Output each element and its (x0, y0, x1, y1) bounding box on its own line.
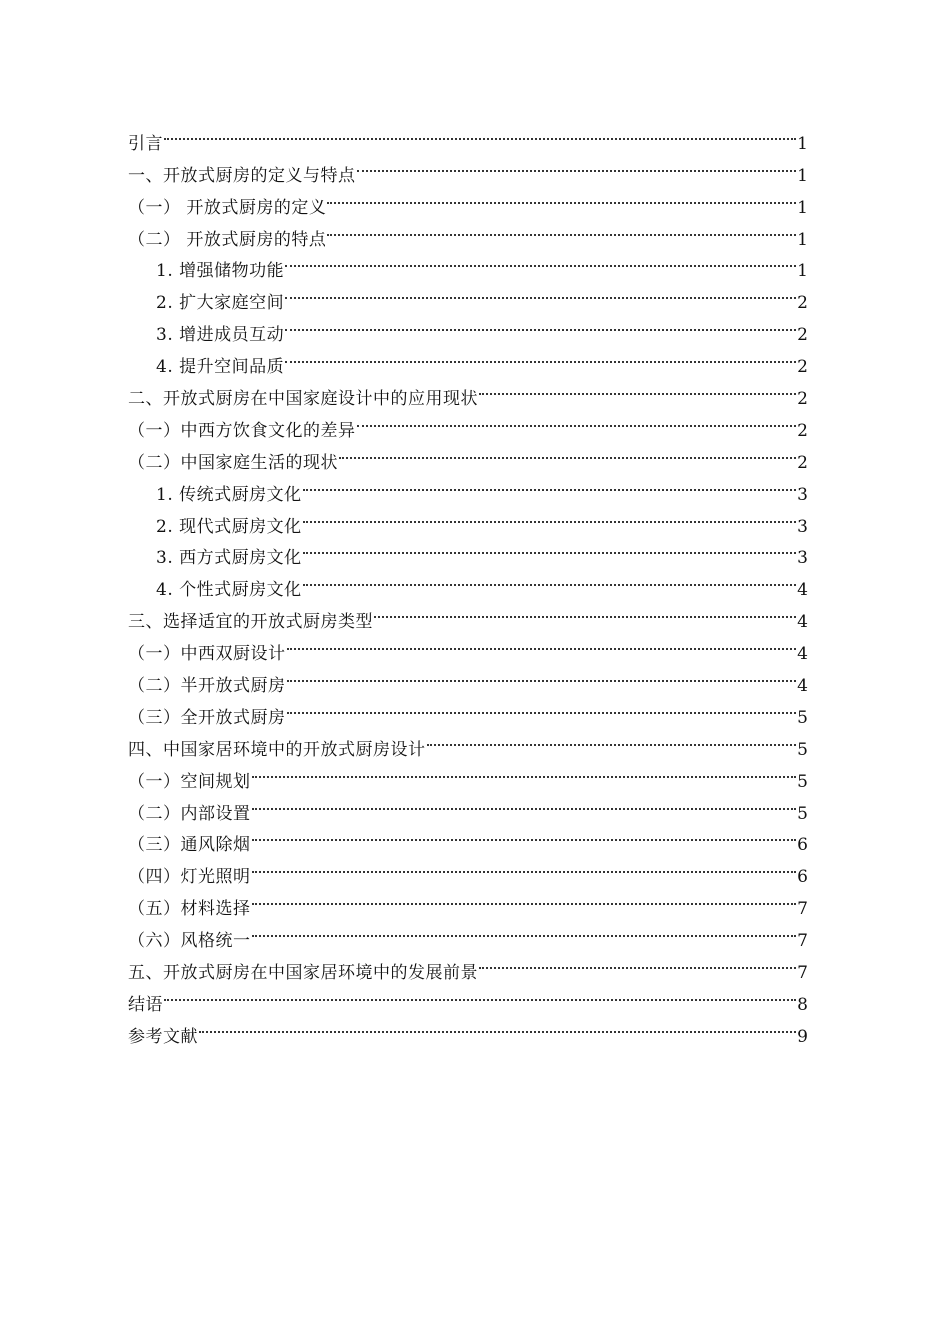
toc-entry-page: 1 (797, 165, 808, 186)
toc-dot-leader (339, 436, 796, 468)
toc-entry-title: 三、选择适宜的开放式厨房类型 (128, 612, 373, 633)
toc-entry-title: 4. 提升空间品质 (156, 357, 285, 378)
toc-entry-page: 2 (797, 357, 808, 378)
toc-dot-leader (252, 914, 797, 946)
toc-entry-title: （三）全开放式厨房 (128, 707, 286, 728)
toc-dot-leader (252, 850, 797, 882)
toc-entry-title: 2. 扩大家庭空间 (156, 293, 285, 314)
toc-entry-page: 3 (797, 484, 808, 505)
toc-dot-leader (357, 404, 797, 436)
toc-entry-title: 2. 现代式厨房文化 (156, 516, 302, 537)
toc-dot-leader (285, 340, 796, 372)
toc-entry-page: 3 (797, 516, 808, 537)
toc-entry-title: （二）内部设置 (128, 803, 251, 824)
toc-entry (128, 117, 808, 154)
table-of-contents (128, 117, 808, 1047)
toc-entry-page: 1 (797, 261, 808, 282)
toc-entry-title: 二、开放式厨房在中国家庭设计中的应用现状 (128, 389, 478, 410)
toc-entry-title: 引言 (128, 133, 163, 154)
toc-dot-leader (252, 755, 797, 787)
toc-entry-title: 四、中国家居环境中的开放式厨房设计 (128, 739, 426, 760)
toc-entry-page: 6 (797, 835, 808, 856)
toc-entry-page: 4 (797, 612, 808, 633)
toc-dot-leader (303, 563, 797, 595)
toc-entry-page: 3 (797, 548, 808, 569)
toc-entry-page: 7 (797, 931, 808, 952)
toc-entry-title: （四）灯光照明 (128, 867, 251, 888)
toc-entry-page: 1 (797, 133, 808, 154)
toc-entry-title: 结语 (128, 994, 163, 1015)
toc-entry-title: （二） 开放式厨房的特点 (128, 229, 327, 250)
toc-dot-leader (287, 691, 797, 723)
toc-entry-title: （一）中西双厨设计 (128, 644, 286, 665)
toc-entry-title: 4. 个性式厨房文化 (156, 580, 302, 601)
toc-dot-leader (199, 1010, 796, 1042)
toc-entry-title: 3. 增进成员互动 (156, 325, 285, 346)
toc-entry-page: 2 (797, 452, 808, 473)
toc-dot-leader (285, 276, 796, 308)
toc-dot-leader (285, 308, 796, 340)
toc-dot-leader (303, 532, 797, 564)
toc-entry-page: 4 (797, 676, 808, 697)
toc-dot-leader (303, 468, 797, 500)
toc-entry-page: 8 (797, 994, 808, 1015)
toc-entry-title: 参考文献 (128, 1026, 198, 1047)
toc-entry-page: 7 (797, 963, 808, 984)
toc-entry-title: 一、开放式厨房的定义与特点 (128, 165, 356, 186)
toc-dot-leader (285, 245, 796, 277)
toc-dot-leader (479, 372, 796, 404)
toc-entry-page: 2 (797, 420, 808, 441)
toc-entry-page: 5 (797, 739, 808, 760)
toc-entry-title: （三）通风除烟 (128, 835, 251, 856)
toc-entry-page: 2 (797, 389, 808, 410)
toc-dot-leader (287, 659, 797, 691)
toc-entry-title: 1. 增强储物功能 (156, 261, 285, 282)
toc-entry-title: （二）半开放式厨房 (128, 676, 286, 697)
toc-entry-title: 1. 传统式厨房文化 (156, 484, 302, 505)
toc-entry-title: （一）空间规划 (128, 771, 251, 792)
toc-dot-leader (327, 181, 796, 213)
toc-dot-leader (357, 149, 797, 181)
toc-entry-title: 3. 西方式厨房文化 (156, 548, 302, 569)
toc-entry-title: （五）材料选择 (128, 899, 251, 920)
toc-dot-leader (164, 117, 796, 149)
toc-entry-title: 五、开放式厨房在中国家居环境中的发展前景 (128, 963, 478, 984)
toc-entry (128, 1010, 808, 1047)
toc-entry-page: 2 (797, 325, 808, 346)
toc-dot-leader (303, 500, 797, 532)
toc-dot-leader (252, 882, 797, 914)
toc-entry-page: 5 (797, 803, 808, 824)
toc-entry-page: 6 (797, 867, 808, 888)
toc-dot-leader (327, 213, 796, 245)
toc-dot-leader (252, 819, 797, 851)
toc-entry-page: 2 (797, 293, 808, 314)
toc-entry-title: （六）风格统一 (128, 931, 251, 952)
toc-entry-page: 1 (797, 229, 808, 250)
toc-entry (128, 149, 808, 186)
toc-entry-page: 4 (797, 580, 808, 601)
toc-entry-page: 4 (797, 644, 808, 665)
toc-entry-page: 5 (797, 707, 808, 728)
toc-entry-title: （二）中国家庭生活的现状 (128, 452, 338, 473)
toc-dot-leader (164, 978, 796, 1010)
toc-dot-leader (287, 627, 797, 659)
toc-entry (128, 978, 808, 1015)
toc-dot-leader (479, 946, 796, 978)
toc-entry-page: 1 (797, 197, 808, 218)
toc-dot-leader (427, 723, 797, 755)
toc-entry-title: （一）中西方饮食文化的差异 (128, 420, 356, 441)
toc-dot-leader (374, 595, 796, 627)
toc-entry-page: 5 (797, 771, 808, 792)
toc-entry-page: 7 (797, 899, 808, 920)
toc-dot-leader (252, 787, 797, 819)
toc-entry-page: 9 (797, 1026, 808, 1047)
toc-entry-title: （一） 开放式厨房的定义 (128, 197, 327, 218)
